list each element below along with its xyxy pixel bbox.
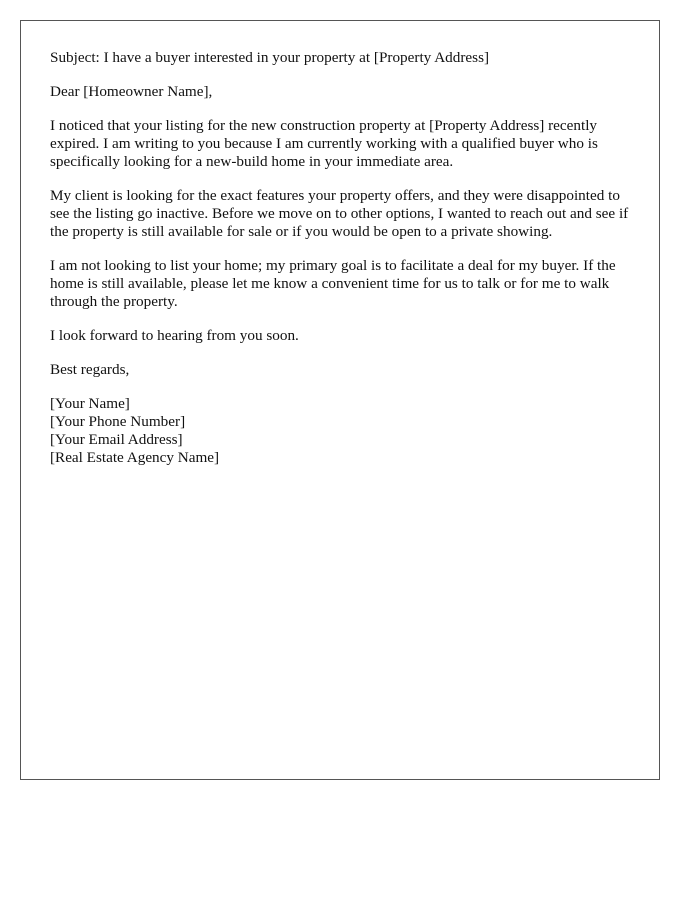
- letter-paragraph-intent: I am not looking to list your home; my primary goal is to facilitate a deal for my buyer. If the home is still available, please let me know a convenient time for us to talk or for me to walk through the property.: [50, 257, 616, 310]
- signature-phone: [Your Phone Number]: [50, 413, 186, 430]
- letter-page: [20, 20, 660, 780]
- signature-email: [Your Email Address]: [50, 431, 183, 448]
- signature-block: [50, 395, 640, 467]
- letter-paragraph-client: My client is looking for the exact features your property offers, and they were disappointed to see the listing go inactive. Before we move on to other options, I wanted to reach out and see if the property is still available for sale or if you would be open to a private showing.: [50, 187, 629, 240]
- letter-salutation: Dear [Homeowner Name],: [50, 83, 213, 100]
- letter-paragraph-intro: I noticed that your listing for the new construction property at [Property Address] recently expired. I am writing to you because I am currently working with a qualified buyer who is specifically looking for a new-build home in your immediate area.: [50, 117, 598, 170]
- letter-paragraph-closing-remark: I look forward to hearing from you soon.: [50, 327, 299, 344]
- letter-subject: Subject: I have a buyer interested in your property at [Property Address]: [50, 49, 490, 66]
- signature-name: [Your Name]: [50, 395, 130, 412]
- letter-body: [50, 49, 640, 467]
- letter-closing: Best regards,: [50, 361, 130, 378]
- signature-agency: [Real Estate Agency Name]: [50, 449, 220, 466]
